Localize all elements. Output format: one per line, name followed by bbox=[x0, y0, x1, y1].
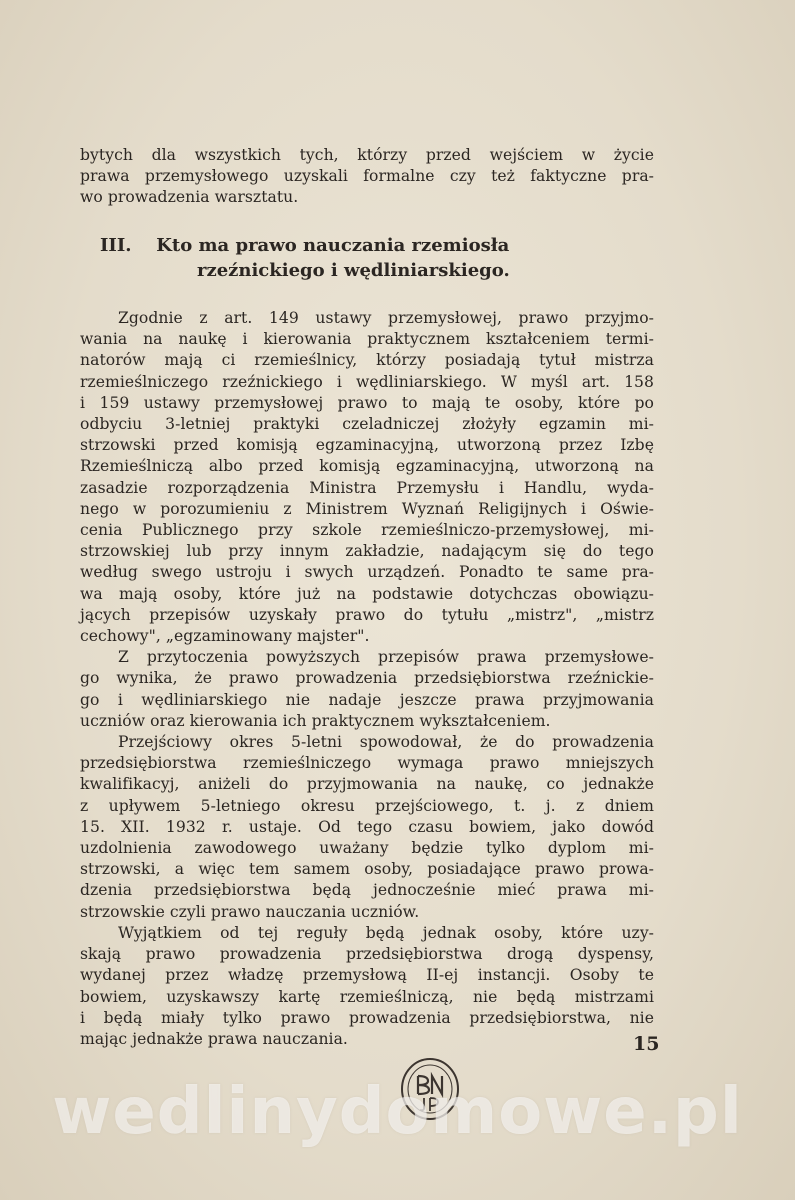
text-line: Wyjątkiem od tej reguły będą jednak osoby, które uzy- bbox=[118, 923, 654, 942]
text-line: strzowski przed komisją egzaminacyjną, utworzoną przez Izbę bbox=[80, 436, 654, 455]
heading-number: III. bbox=[100, 235, 132, 256]
text-line: prawa przemysłowego uzyskali formalne czy też faktyczne pra- bbox=[80, 167, 654, 186]
text-line: 15. XII. 1932 r. ustaje. Od tego czasu bowiem, jako dowód bbox=[80, 817, 654, 836]
text-line: przedsiębiorstwa rzemieślniczego wymaga prawo mniejszych bbox=[80, 754, 654, 773]
text-line: skają prawo prowadzenia przedsiębiorstwa drogą dyspensy, bbox=[80, 945, 654, 964]
text-line: Przejściowy okres 5-letni spowodował, że do prowadzenia bbox=[118, 733, 654, 752]
text-line: odbyciu 3-letniej praktyki czeladniczej złożyły egzamin mi- bbox=[80, 415, 654, 434]
text-line: kwalifikacyj, aniżeli do przyjmowania na naukę, co jednakże bbox=[80, 775, 654, 794]
text-line: cenia Publicznego przy szkole rzemieślniczo-przemysłowej, mi- bbox=[80, 521, 654, 540]
text-line: i będą miały tylko prawo prowadzenia przedsiębiorstwa, nie bbox=[80, 1008, 654, 1027]
text-line: wo prowadzenia warsztatu. bbox=[80, 188, 299, 207]
intro-paragraph bbox=[80, 145, 654, 209]
text-line: Zgodnie z art. 149 ustawy przemysłowej, prawo przyjmo- bbox=[118, 309, 654, 327]
text-line: go i wędliniarskiego nie nadaje jeszcze prawa przyjmowania bbox=[80, 690, 654, 709]
text-line: strzowskie czyli prawo nauczania uczniów. bbox=[80, 902, 420, 921]
text-line: wydanej przez władzę przemysłową II-ej instancji. Osoby te bbox=[80, 966, 654, 985]
text-line: cechowy", „egzaminowany majster". bbox=[80, 627, 370, 646]
text-line: według swego ustroju i swych urządzeń. Ponadto te same pra- bbox=[80, 563, 654, 582]
text-line: nego w porozumieniu z Ministrem Wyznań Religijnych i Oświe- bbox=[80, 499, 654, 518]
text-line: z upływem 5-letniego okresu przejściowego, t. j. z dniem bbox=[80, 796, 654, 815]
heading-line-1 bbox=[100, 233, 640, 258]
text-line: bowiem, uzyskawszy kartę rzemieślniczą, nie będą mistrzami bbox=[80, 987, 654, 1006]
text-line: natorów mają ci rzemieślnicy, którzy posiadają tytuł mistrza bbox=[80, 351, 654, 370]
text-line: uczniów oraz kierowania ich praktycznem wykształceniem. bbox=[80, 711, 551, 730]
text-line: strzowski, a więc tem samem osoby, posiadające prawo prowa- bbox=[80, 860, 654, 879]
text-line: uzdolnienia zawodowego uważany będzie tylko dyplom mi- bbox=[80, 839, 654, 858]
section-heading bbox=[100, 233, 640, 283]
text-line: jących przepisów uzyskały prawo do tytułu „mistrz", „mistrz bbox=[80, 605, 654, 624]
text-line: i 159 ustawy przemysłowej prawo to mają te osoby, które po bbox=[80, 393, 654, 412]
text-line: wania na naukę i kierowania praktycznem kształceniem termi- bbox=[80, 330, 654, 349]
watermark: wedlinydomowe.pl bbox=[52, 1075, 743, 1149]
text-line: go wynika, że prawo prowadzenia przedsiębiorstwa rzeźnickie- bbox=[80, 669, 654, 688]
text-line: bytych dla wszystkich tych, którzy przed wejściem w życie bbox=[80, 146, 654, 164]
heading-line-2: rzeźnickiego i wędliniarskiego. bbox=[197, 260, 510, 281]
text-line: dzenia przedsiębiorstwa będą jednocześnie mieć prawa mi- bbox=[80, 881, 654, 900]
text-line: Z przytoczenia powyższych przepisów prawa przemysłowe- bbox=[118, 648, 654, 667]
text-line: wa mają osoby, które już na podstawie dotychczas obowiązu- bbox=[80, 584, 654, 603]
text-line: zasadzie rozporządzenia Ministra Przemysłu i Handlu, wyda- bbox=[80, 478, 654, 497]
text-line: rzemieślniczego rzeźnickiego i wędliniarskiego. W myśl art. 158 bbox=[80, 372, 654, 391]
page-number: 15 bbox=[633, 1033, 660, 1055]
text-line: mając jednakże prawa nauczania. bbox=[80, 1029, 348, 1048]
text-line: strzowskiej lub przy innym zakładzie, nadającym się do tego bbox=[80, 542, 654, 561]
heading-title-1: Kto ma prawo nauczania rzemiosła bbox=[156, 235, 510, 256]
text-line: Rzemieślniczą albo przed komisją egzaminacyjną, utworzoną na bbox=[80, 457, 654, 476]
body-text bbox=[80, 308, 654, 1050]
